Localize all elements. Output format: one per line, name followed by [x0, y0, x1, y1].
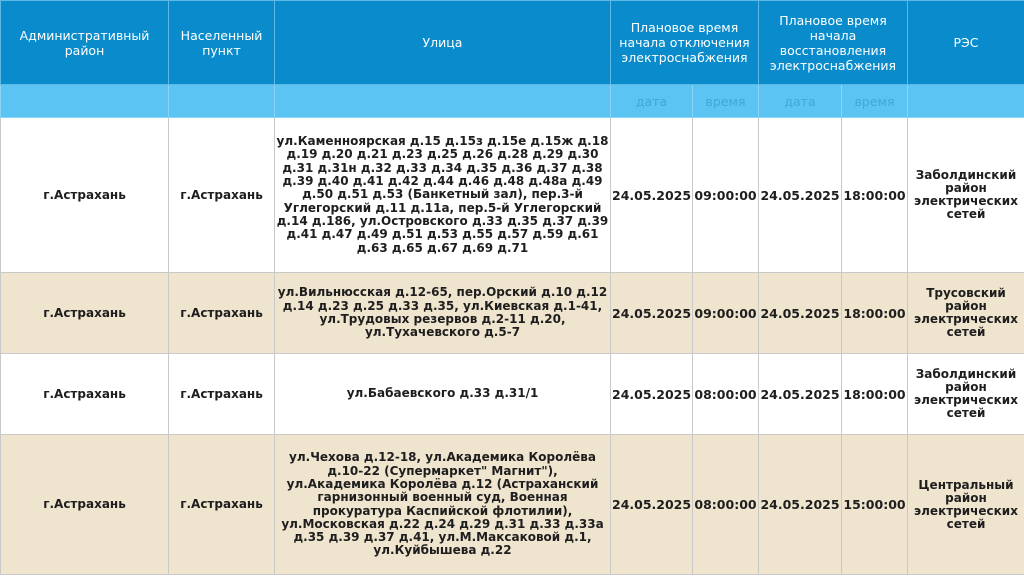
cell-district: г.Астрахань	[1, 354, 169, 435]
cell-district: г.Астрахань	[1, 435, 169, 575]
cell-on-time: 18:00:00	[842, 354, 908, 435]
subheader-on-time: время	[842, 85, 908, 118]
subheader-empty	[1, 85, 169, 118]
table-row	[1, 354, 1024, 435]
cell-street: ул.Бабаевского д.33 д.31/1	[275, 354, 611, 435]
cell-off-date: 24.05.2025	[611, 273, 693, 354]
cell-district: г.Астрахань	[1, 118, 169, 273]
subheader-off-date: дата	[611, 85, 693, 118]
cell-on-time: 15:00:00	[842, 435, 908, 575]
subheader-off-time: время	[693, 85, 759, 118]
subheader-on-date: дата	[759, 85, 842, 118]
cell-on-date: 24.05.2025	[759, 435, 842, 575]
cell-off-date: 24.05.2025	[611, 435, 693, 575]
cell-res: Центральный район электрических сетей	[908, 435, 1024, 575]
cell-off-date: 24.05.2025	[611, 118, 693, 273]
cell-res: Трусовский район электрических сетей	[908, 273, 1024, 354]
cell-locality: г.Астрахань	[169, 273, 275, 354]
cell-on-date: 24.05.2025	[759, 273, 842, 354]
cell-off-time: 09:00:00	[693, 273, 759, 354]
header-street: Улица	[275, 1, 611, 85]
cell-street: ул.Вильнюсская д.12-65, пер.Орский д.10 д.12 д.14 д.23 д.25 д.33 д.35, ул.Киевская д.1-41, ул.Трудовых резервов д.2-11 д.20, ул.Тухачевского д.5-7	[275, 273, 611, 354]
table-row	[1, 273, 1024, 354]
cell-res: Заболдинский район электрических сетей	[908, 354, 1024, 435]
cell-locality: г.Астрахань	[169, 354, 275, 435]
cell-district: г.Астрахань	[1, 273, 169, 354]
header-restore-time: Плановое время начала восстановления электроснабжения	[759, 1, 908, 85]
cell-street: ул.Чехова д.12-18, ул.Академика Королёва д.10-22 (Супермаркет" Магнит"), ул.Академика Королёва д.12 (Астраханский гарнизонный военный суд, Военная прокуратура Каспийской флотилии), ул.Московская д.22 д.24 д.29 д.31 д.33 д.33а д.35 д.39 д.37 д.41, ул.М.Максаковой д.1, ул.Куйбышева д.22	[275, 435, 611, 575]
subheader-empty	[275, 85, 611, 118]
cell-off-time: 09:00:00	[693, 118, 759, 273]
header-district: Административный район	[1, 1, 169, 85]
cell-off-date: 24.05.2025	[611, 354, 693, 435]
subheader-empty	[908, 85, 1024, 118]
subheader-empty	[169, 85, 275, 118]
cell-street: ул.Каменноярская д.15 д.15з д.15е д.15ж д.18 д.19 д.20 д.21 д.23 д.25 д.26 д.28 д.29 д.30 д.31 д.31н д.32 д.33 д.34 д.35 д.36 д.37 д.38 д.39 д.40 д.41 д.42 д.44 д.46 д.48 д.48а д.49 д.50 д.51 д.53 (Банкетный зал), пер.3-й Углегорский д.11 д.11а, пер.5-й Углегорский д.14 д.186, ул.Островского д.33 д.35 д.37 д.39 д.41 д.47 д.49 д.51 д.53 д.55 д.57 д.59 д.61 д.63 д.65 д.67 д.69 д.71	[275, 118, 611, 273]
cell-off-time: 08:00:00	[693, 354, 759, 435]
cell-on-date: 24.05.2025	[759, 118, 842, 273]
cell-locality: г.Астрахань	[169, 118, 275, 273]
header-off-time: Плановое время начала отключения электроснабжения	[611, 1, 759, 85]
header-res: РЭС	[908, 1, 1024, 85]
cell-on-date: 24.05.2025	[759, 354, 842, 435]
header-locality: Населенный пункт	[169, 1, 275, 85]
table-row	[1, 435, 1024, 575]
cell-on-time: 18:00:00	[842, 118, 908, 273]
cell-locality: г.Астрахань	[169, 435, 275, 575]
cell-on-time: 18:00:00	[842, 273, 908, 354]
cell-res: Заболдинский район электрических сетей	[908, 118, 1024, 273]
table-row	[1, 118, 1024, 273]
cell-off-time: 08:00:00	[693, 435, 759, 575]
